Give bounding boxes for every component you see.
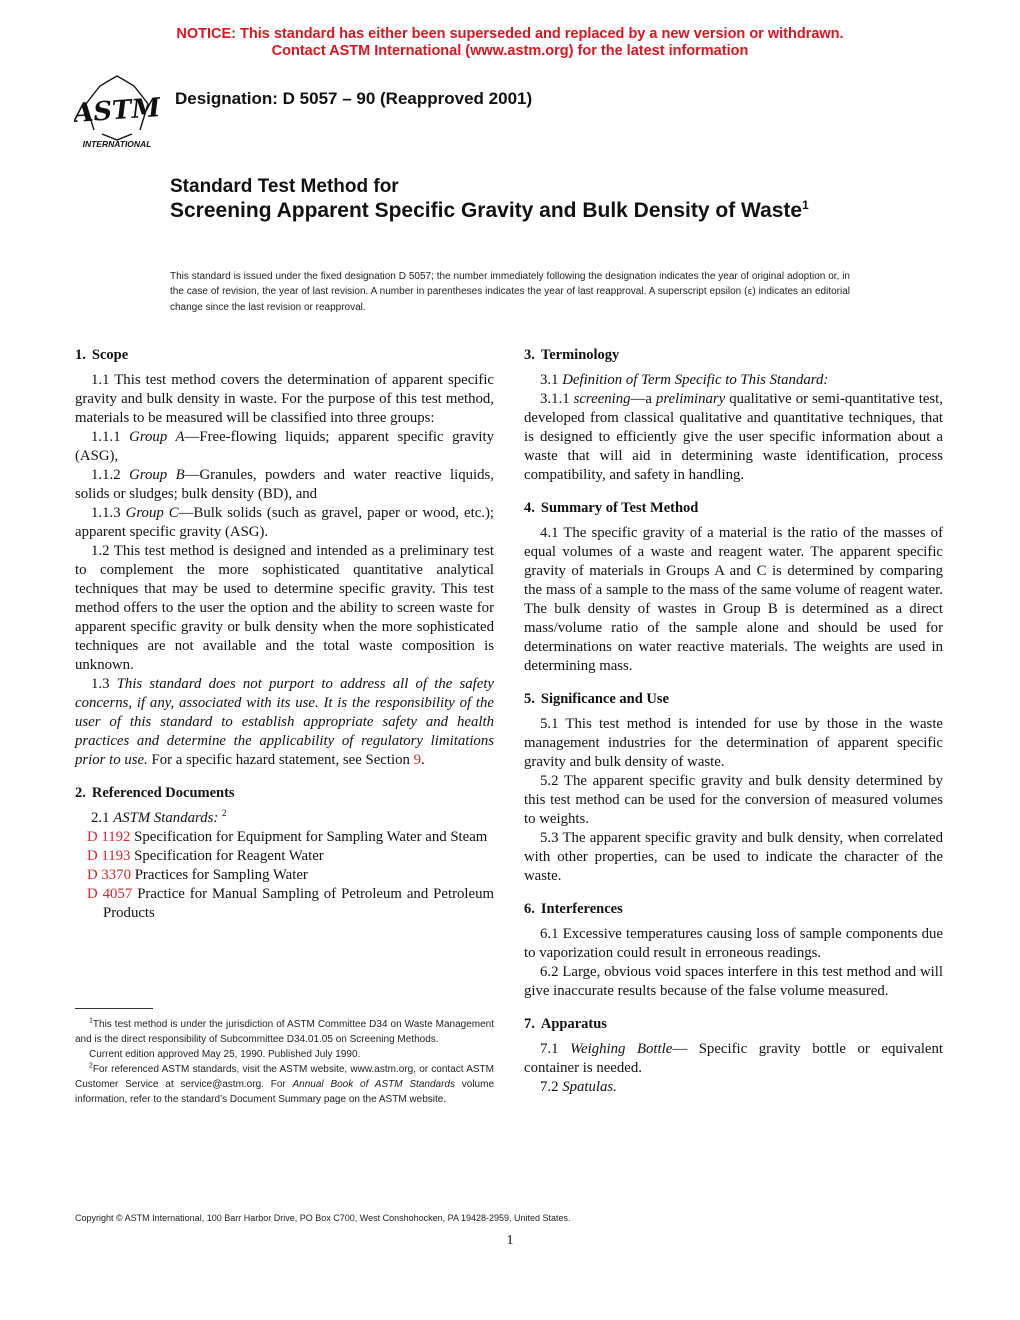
ref-link-d1193[interactable]: D 1193 <box>87 848 131 864</box>
para-1-2: 1.2 This test method is designed and intended as a preliminary test to complement the more sophisticated quantitative analytical techniques that may be used to determine specific gravity. This test method offers to the user the option and the ability to screen waste for apparent specific gravity or bulk density when the more sophisticated techniques are not available and the total waste composition is unknown. <box>75 543 494 673</box>
notice-line-1: NOTICE: This standard has either been superseded and replaced by a new version or withdrawn. <box>176 26 844 42</box>
para-1-3: 1.3 This standard does not purport to address all of the safety concerns, if any, associated with its use. It is the responsibility of the user of this standard to establish appropriate safety and health practices and determine the applicability of regulatory limitations prior to use. For a specific hazard statement, see Section 9. <box>75 676 494 768</box>
footnote-edition: Current edition approved May 25, 1990. Published July 1990. <box>89 1049 361 1060</box>
footnotes <box>75 1017 494 1107</box>
supersede-notice <box>0 26 1020 60</box>
title-line-1: Standard Test Method for <box>170 176 399 197</box>
section-heading-terminology: 3. Terminology <box>524 347 620 363</box>
logo-subtext: INTERNATIONAL <box>82 139 152 149</box>
title-footnote-mark: 1 <box>802 198 809 212</box>
para-5-1: 5.1 This test method is intended for use by those in the waste management industries for the determination of apparent specific gravity and bulk density of waste. <box>524 716 943 770</box>
footnote-1: $^1$This test method is under the jurisdiction of ASTM Committee D34 on Waste Management and is the direct responsibility of Subcommittee D34.01.05 on Screening Methods. <box>75 1017 494 1045</box>
section-heading-referenced-documents: 2. Referenced Documents <box>75 785 235 801</box>
section-heading-summary: 4. Summary of Test Method <box>524 500 699 516</box>
section-heading-apparatus: 7. Apparatus <box>524 1016 607 1032</box>
para-3-1-1: 3.1.1 screening—a preliminary qualitative or semi-quantitative test, developed from classical qualitative and quantitative techniques, that is designed to efficiently give the user specific information about a waste that will aid in determining waste identification, process compatibility, and safety in handling. <box>524 391 943 483</box>
para-7-1: 7.1 Weighing Bottle— Specific gravity bottle or equivalent container is needed. <box>524 1041 944 1076</box>
right-column <box>524 346 943 1097</box>
section-heading-interferences: 6. Interferences <box>524 901 623 917</box>
designation: Designation: D 5057 – 90 (Reapproved 2001) <box>175 89 533 108</box>
title-block <box>170 176 870 223</box>
reference-d1193: D 1193 Specification for Reagent Water <box>87 848 324 864</box>
footnote-divider <box>75 1008 153 1009</box>
section-heading-significance: 5. Significance and Use <box>524 691 669 707</box>
para-5-3: 5.3 The apparent specific gravity and bulk density, when correlated with other properties, can be used to indicate the character of the waste. <box>524 830 943 884</box>
para-1-1-1: 1.1.1 Group A—Free-flowing liquids; apparent specific gravity (ASG), <box>75 429 495 464</box>
section-9-link[interactable]: 9 <box>413 752 422 768</box>
footnote-2: $^2$For referenced ASTM standards, visit the ASTM website, www.astm.org, or contact ASTM Customer Service at service@astm.org. For Annual Book of ASTM Standards volume information, refer to the standard’s Document Summary page on the ASTM website. <box>75 1062 494 1105</box>
section-heading-scope: 1. Scope <box>75 347 129 363</box>
reference-d4057: D 4057 Practice for Manual Sampling of Petroleum and Petroleum Products <box>87 886 494 921</box>
reference-d1192: D 1192 Specification for Equipment for Sampling Water and Steam <box>87 829 488 845</box>
logo-text: ASTM <box>74 93 160 130</box>
para-1-1-3: 1.1.3 Group C—Bulk solids (such as gravel, paper or wood, etc.); apparent specific gravity (ASG). <box>75 505 494 540</box>
para-3-1: 3.1 Definition of Term Specific to This Standard: <box>540 372 829 388</box>
para-6-2: 6.2 Large, obvious void spaces interfere in this test method and will give inaccurate results because of the false volume measured. <box>524 964 943 999</box>
ref-link-d3370[interactable]: D 3370 <box>87 867 131 883</box>
title-line-2: Screening Apparent Specific Gravity and Bulk Density of Waste$^1$ <box>170 198 809 222</box>
reference-d3370: D 3370 Practices for Sampling Water <box>87 867 308 883</box>
notice-line-2: Contact ASTM International (www.astm.org) for the latest information <box>271 43 749 59</box>
issue-note: This standard is issued under the fixed designation D 5057; the number immediately following the designation indicates the year of original adoption or, in the case of revision, the year of last revision. A number in parentheses indicates the year of last reapproval. A superscript epsilon (ε) indicates an editorial change since the last revision or reapproval. <box>170 271 850 313</box>
ref-link-d1192[interactable]: D 1192 <box>87 829 131 845</box>
astm-logo <box>74 74 160 150</box>
copyright-line: Copyright © ASTM International, 100 Barr Harbor Drive, PO Box C700, West Conshohocken, PA 19428-2959, United States. <box>75 1213 571 1223</box>
ref-link-d4057[interactable]: D 4057 <box>87 886 133 902</box>
para-6-1: 6.1 Excessive temperatures causing loss of sample components due to vaporization could result in erroneous readings. <box>524 926 943 961</box>
para-4-1: 4.1 The specific gravity of a material is the ratio of the masses of equal volumes of a waste and reagent water. The apparent specific gravity of materials in Groups A and C is determined by comparing the mass of a sample to the mass of the same volume of reagent water. The bulk density of wastes in Group B is determined as a direct mass/volume ratio of the sample alone and should be used for determinations on water reactive materials. The weights are used in determining mass. <box>524 525 943 674</box>
para-5-2: 5.2 The apparent specific gravity and bulk density determined by this test method can be used for the conversion of measured volumes to weights. <box>524 773 943 827</box>
para-7-2: 7.2 Spatulas. <box>540 1079 617 1095</box>
page-number: 1 <box>506 1233 514 1248</box>
para-1-1: 1.1 This test method covers the determination of apparent specific gravity and bulk density in waste. For the purpose of this test method, materials to be measured will be classified into three groups: <box>75 372 494 426</box>
para-2-1: 2.1 ASTM Standards: $^2$ <box>91 808 227 826</box>
para-1-1-2: 1.1.2 Group B—Granules, powders and water reactive liquids, solids or sludges; bulk density (BD), and <box>75 467 495 502</box>
left-column <box>75 346 494 923</box>
